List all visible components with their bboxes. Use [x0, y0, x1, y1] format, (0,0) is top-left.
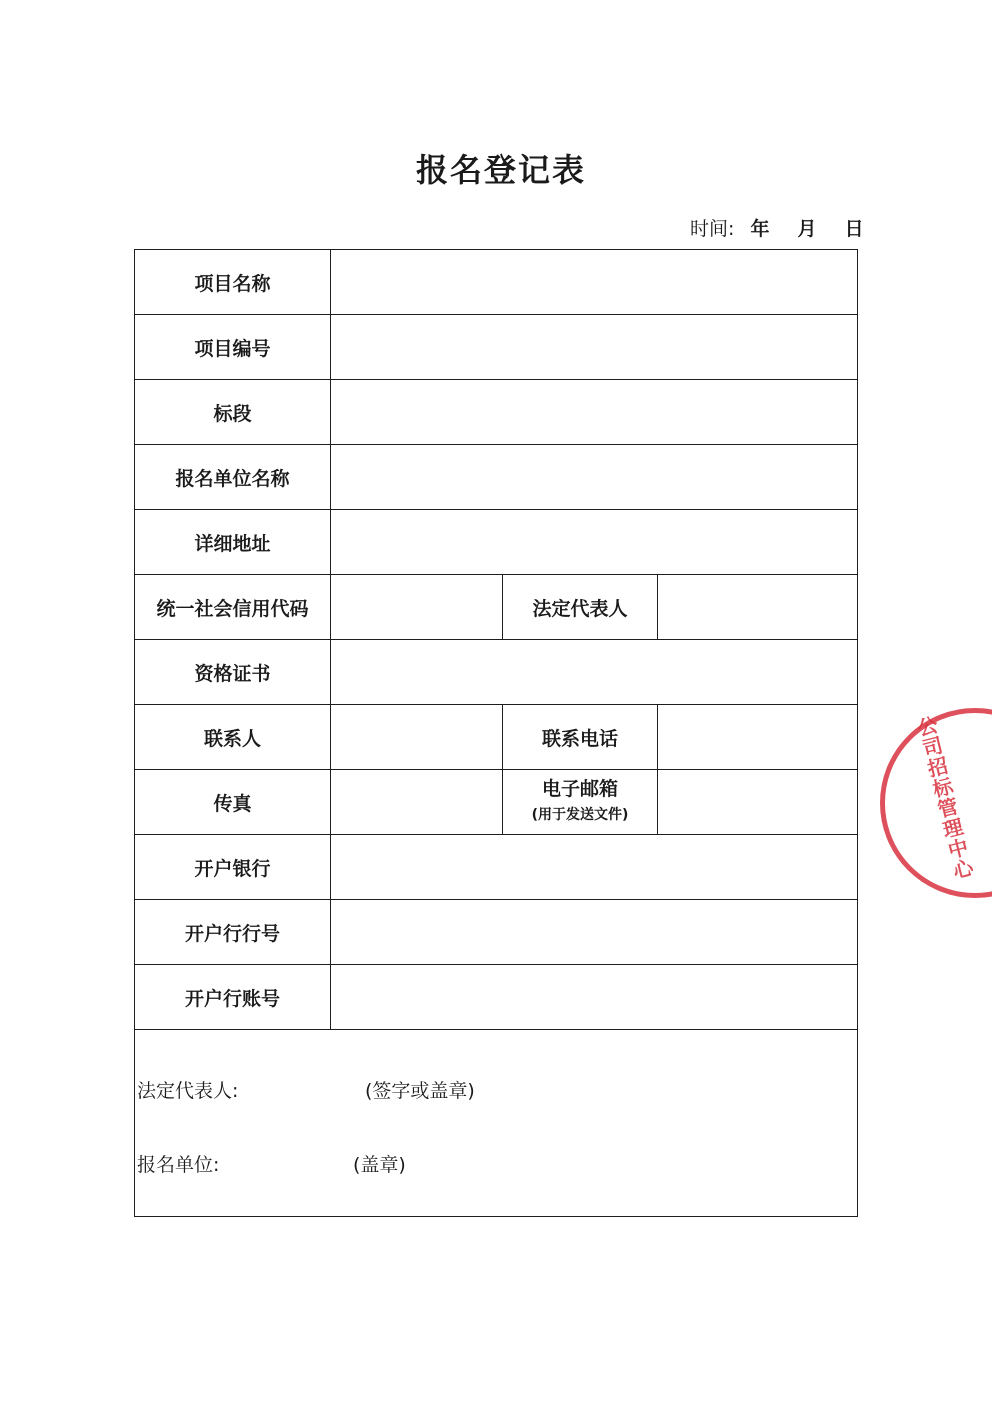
date-year: 年: [750, 218, 770, 240]
table-row: [135, 250, 858, 315]
email-field[interactable]: [658, 770, 858, 835]
address-label: 详细地址: [135, 510, 331, 575]
legal-rep-sign-label: 法定代表人:: [137, 1080, 239, 1102]
table-row: [135, 900, 858, 965]
fax-label: 传真: [135, 770, 331, 835]
address-field[interactable]: [331, 510, 858, 575]
page-title: 报名登记表: [415, 151, 586, 189]
email-note: (用于发送文件): [531, 807, 629, 823]
table-row: [135, 835, 858, 900]
contact-field[interactable]: [331, 705, 503, 770]
fax-field[interactable]: [331, 770, 503, 835]
registration-table: [134, 249, 858, 1217]
project-name-field[interactable]: [331, 250, 858, 315]
qualification-label: 资格证书: [135, 640, 331, 705]
legal-rep-field[interactable]: [658, 575, 858, 640]
bank-account-label: 开户行账号: [135, 965, 331, 1030]
legal-rep-sign-hint: (签字或盖章): [365, 1080, 475, 1102]
date-label: 时间:: [690, 218, 735, 240]
applicant-name-field[interactable]: [331, 445, 858, 510]
unit-sign-hint: (盖章): [353, 1154, 406, 1176]
project-name-label: 项目名称: [135, 250, 331, 315]
contact-phone-field[interactable]: [658, 705, 858, 770]
legal-rep-sign-line: [137, 1076, 475, 1103]
project-no-label: 项目编号: [135, 315, 331, 380]
bank-account-field[interactable]: [331, 965, 858, 1030]
credit-code-field[interactable]: [331, 575, 503, 640]
bank-field[interactable]: [331, 835, 858, 900]
applicant-name-label: 报名单位名称: [135, 445, 331, 510]
table-row: [135, 1030, 858, 1217]
table-row: [135, 575, 858, 640]
section-field[interactable]: [331, 380, 858, 445]
unit-sign-label: 报名单位:: [137, 1154, 220, 1176]
section-label: 标段: [135, 380, 331, 445]
table-row: [135, 640, 858, 705]
bank-label: 开户银行: [135, 835, 331, 900]
table-row: [135, 705, 858, 770]
date-line: [690, 214, 870, 241]
unit-sign-line: [137, 1150, 406, 1177]
bank-no-field[interactable]: [331, 900, 858, 965]
contact-phone-label: 联系电话: [503, 705, 658, 770]
company-seal-text: 公司招标管理中心: [911, 713, 976, 883]
signature-area[interactable]: [135, 1030, 858, 1217]
contact-label: 联系人: [135, 705, 331, 770]
date-month: 月: [797, 218, 817, 240]
qualification-field[interactable]: [331, 640, 858, 705]
bank-no-label: 开户行行号: [135, 900, 331, 965]
table-row: [135, 510, 858, 575]
date-day: 日: [844, 218, 864, 240]
credit-code-label: 统一社会信用代码: [135, 575, 331, 640]
project-no-field[interactable]: [331, 315, 858, 380]
legal-rep-label: 法定代表人: [503, 575, 658, 640]
table-row: [135, 315, 858, 380]
table-row: [135, 380, 858, 445]
table-row: [135, 965, 858, 1030]
email-label: 电子邮箱: [541, 778, 618, 800]
email-label-cell: [503, 770, 658, 835]
table-row: [135, 770, 858, 835]
table-row: [135, 445, 858, 510]
